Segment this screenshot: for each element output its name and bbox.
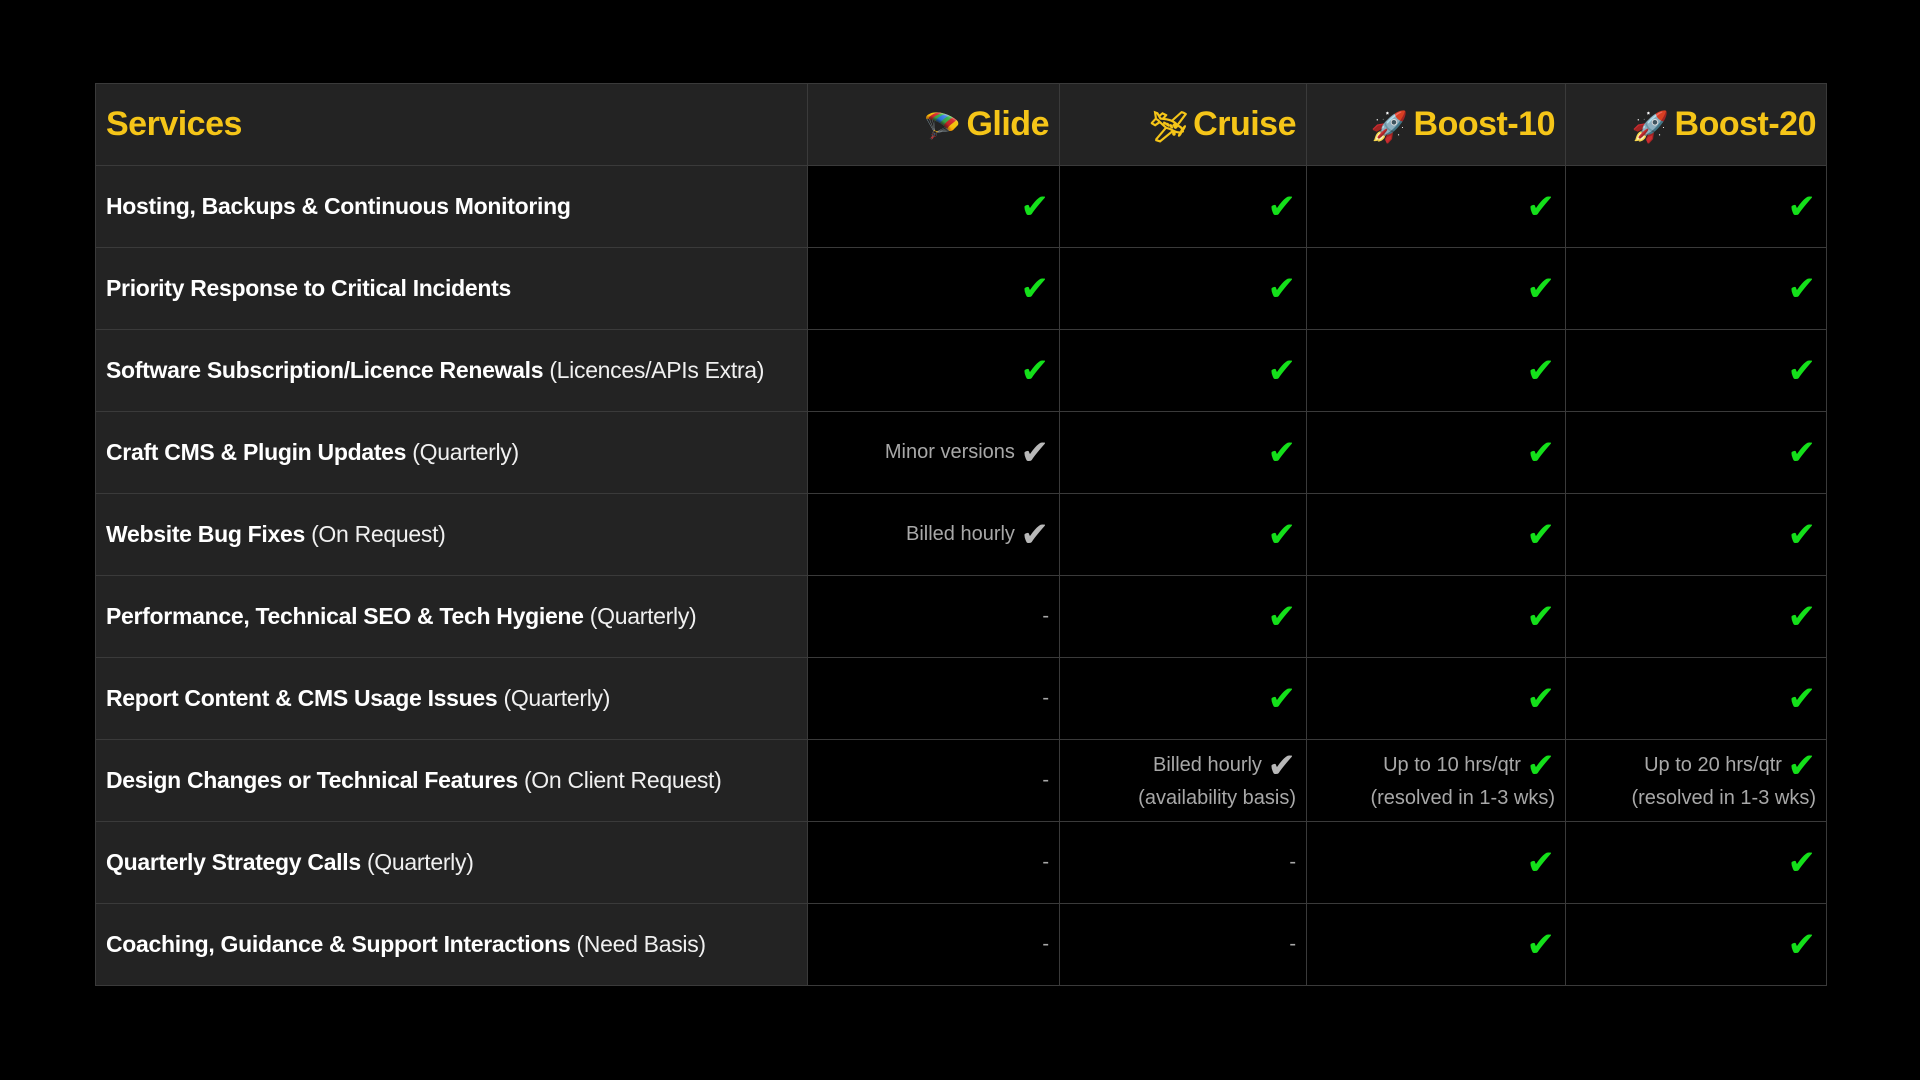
plan-cell-note: Up to 20 hrs/qtr <box>1644 753 1782 776</box>
service-frequency-note: (Quarterly) <box>503 685 611 711</box>
check-green-icon: ✔ <box>1787 597 1816 636</box>
not-included-dash: - <box>1042 769 1049 791</box>
plan-cell-subnote: (resolved in 1-3 wks) <box>1370 786 1555 809</box>
service-label-cell <box>96 494 808 576</box>
plan-cell-boost-20 <box>1566 576 1827 658</box>
rocket-icon: 🚀 <box>1370 110 1408 144</box>
plan-cell-cruise <box>1060 658 1307 740</box>
plan-cell-content <box>1267 433 1297 472</box>
service-name: Software Subscription/Licence Renewals <box>106 357 544 383</box>
plan-cell-note: Billed hourly <box>1152 753 1262 776</box>
plan-cell-glide <box>808 494 1060 576</box>
plan-cell-content <box>1787 433 1817 472</box>
plan-cell-boost-10 <box>1307 166 1566 248</box>
check-green-icon: ✔ <box>1787 843 1816 882</box>
plan-cell-content <box>1787 351 1817 390</box>
plan-cell-boost-20 <box>1566 166 1827 248</box>
plan-cell-content <box>1787 187 1817 226</box>
check-green-icon: ✔ <box>1787 679 1816 718</box>
plan-cell-content <box>1267 679 1297 718</box>
plan-cell-content <box>1526 351 1556 390</box>
table-row <box>96 248 1827 330</box>
plan-cell-content <box>1267 269 1297 308</box>
table-row <box>96 658 1827 740</box>
check-green-icon: ✔ <box>1526 746 1555 785</box>
check-green-icon: ✔ <box>1267 351 1296 390</box>
service-name: Quarterly Strategy Calls <box>106 849 361 875</box>
plan-cell-cruise <box>1060 248 1307 330</box>
table-row <box>96 904 1827 986</box>
check-green-icon: ✔ <box>1020 351 1049 390</box>
plan-cell-glide <box>808 412 1060 494</box>
plan-cell-glide <box>808 576 1060 658</box>
check-green-icon: ✔ <box>1020 269 1049 308</box>
check-green-icon: ✔ <box>1787 925 1816 964</box>
plan-cell-glide <box>808 904 1060 986</box>
service-frequency-note: (On Client Request) <box>523 767 722 793</box>
plan-cell-content <box>1787 269 1817 308</box>
plan-cell-cruise <box>1060 166 1307 248</box>
service-label-cell <box>96 248 808 330</box>
plan-cell-boost-10 <box>1307 248 1566 330</box>
plan-cell-boost-20 <box>1566 330 1827 412</box>
table-body <box>96 166 1827 986</box>
check-gray-icon: ✔ <box>1020 433 1049 472</box>
plan-cell-boost-10 <box>1307 494 1566 576</box>
not-included-dash: - <box>1042 851 1049 873</box>
check-green-icon: ✔ <box>1787 433 1816 472</box>
plan-cell-content <box>1267 187 1297 226</box>
not-included-dash: - <box>1042 687 1049 709</box>
check-green-icon: ✔ <box>1020 187 1049 226</box>
check-green-icon: ✔ <box>1526 433 1555 472</box>
check-green-icon: ✔ <box>1267 515 1296 554</box>
plan-name: Boost-20 <box>1674 104 1816 143</box>
plan-cell-boost-20 <box>1566 658 1827 740</box>
check-green-icon: ✔ <box>1787 746 1816 785</box>
service-label-cell <box>96 412 808 494</box>
service-name: Report Content & CMS Usage Issues <box>106 685 498 711</box>
pricing-table-frame <box>95 83 1826 986</box>
check-green-icon: ✔ <box>1526 925 1555 964</box>
service-frequency-note: (Quarterly) <box>589 603 697 629</box>
service-plans-table <box>95 83 1827 986</box>
plan-cell-glide <box>808 658 1060 740</box>
table-row <box>96 412 1827 494</box>
plan-cell-glide <box>808 740 1060 822</box>
check-green-icon: ✔ <box>1526 269 1555 308</box>
plan-cell-boost-10 <box>1307 904 1566 986</box>
services-column-header: Services <box>96 84 808 166</box>
plan-cell-content <box>1267 597 1297 636</box>
plan-cell-cruise <box>1060 904 1307 986</box>
service-label-cell <box>96 576 808 658</box>
service-frequency-note: (Quarterly) <box>412 439 519 465</box>
service-frequency-note: (Licences/APIs Extra) <box>549 357 765 383</box>
service-label-cell <box>96 740 808 822</box>
plan-cell-cruise <box>1060 412 1307 494</box>
table-row <box>96 740 1827 822</box>
plan-cell-subnote: (resolved in 1-3 wks) <box>1631 786 1816 809</box>
check-green-icon: ✔ <box>1267 187 1296 226</box>
plan-cell-content <box>1787 597 1817 636</box>
service-name: Coaching, Guidance & Support Interactions <box>106 931 571 957</box>
check-green-icon: ✔ <box>1526 187 1555 226</box>
plan-cell-boost-20 <box>1566 412 1827 494</box>
service-name: Website Bug Fixes <box>106 521 305 547</box>
service-label-cell <box>96 822 808 904</box>
not-included-dash: - <box>1289 851 1296 873</box>
check-green-icon: ✔ <box>1787 187 1816 226</box>
not-included-dash: - <box>1289 933 1296 955</box>
plan-cell-content <box>905 515 1049 554</box>
plan-cell-note: Minor versions <box>884 440 1015 463</box>
plan-cell-boost-10 <box>1307 822 1566 904</box>
plan-cell-boost-20 <box>1566 822 1827 904</box>
service-name: Craft CMS & Plugin Updates <box>106 439 407 465</box>
plan-cell-boost-10 <box>1307 740 1566 822</box>
plan-header-cruise <box>1060 84 1307 166</box>
plan-cell-content <box>1020 351 1050 390</box>
plan-cell-note: Up to 10 hrs/qtr <box>1383 753 1521 776</box>
check-green-icon: ✔ <box>1267 269 1296 308</box>
plan-cell-glide <box>808 822 1060 904</box>
plan-cell-content <box>1317 746 1555 813</box>
service-frequency-note: (Quarterly) <box>366 849 474 875</box>
plan-cell-content <box>1787 925 1817 964</box>
service-name: Hosting, Backups & Continuous Monitoring <box>106 193 571 219</box>
plan-cell-content <box>1526 843 1556 882</box>
check-green-icon: ✔ <box>1526 679 1555 718</box>
plan-cell-content <box>1787 679 1817 718</box>
plan-cell-content <box>1576 746 1816 813</box>
plan-name: Boost-10 <box>1413 104 1555 143</box>
plan-cell-cruise <box>1060 330 1307 412</box>
table-header-row <box>96 84 1827 166</box>
plan-cell-content <box>1020 269 1050 308</box>
plan-cell-cruise <box>1060 576 1307 658</box>
check-green-icon: ✔ <box>1526 515 1555 554</box>
service-name: Performance, Technical SEO & Tech Hygiene <box>106 603 584 629</box>
plan-cell-boost-20 <box>1566 494 1827 576</box>
plan-cell-content <box>1267 351 1297 390</box>
not-included-dash: - <box>1042 605 1049 627</box>
plan-header-boost-10 <box>1307 84 1566 166</box>
service-name: Priority Response to Critical Incidents <box>106 275 511 301</box>
plan-cell-content <box>1526 679 1556 718</box>
service-label-cell <box>96 904 808 986</box>
table-row <box>96 494 1827 576</box>
plan-cell-content <box>1526 597 1556 636</box>
service-frequency-note: (On Request) <box>311 521 446 547</box>
plan-cell-content <box>1787 515 1817 554</box>
table-row <box>96 822 1827 904</box>
service-label-cell <box>96 166 808 248</box>
plan-cell-glide <box>808 248 1060 330</box>
check-green-icon: ✔ <box>1267 433 1296 472</box>
check-gray-icon: ✔ <box>1267 746 1296 785</box>
plan-cell-boost-20 <box>1566 248 1827 330</box>
plan-cell-glide <box>808 166 1060 248</box>
not-included-dash: - <box>1042 933 1049 955</box>
plan-cell-boost-10 <box>1307 658 1566 740</box>
airplane-icon: 🛩 <box>1149 110 1188 144</box>
rocket-icon: 🚀 <box>1631 110 1669 144</box>
plan-cell-boost-20 <box>1566 904 1827 986</box>
plan-cell-subnote: (availability basis) <box>1138 786 1296 809</box>
plan-cell-content <box>1070 746 1296 813</box>
check-green-icon: ✔ <box>1267 679 1296 718</box>
plan-cell-boost-10 <box>1307 330 1566 412</box>
table-row <box>96 166 1827 248</box>
service-frequency-note: (Need Basis) <box>576 931 706 957</box>
plan-cell-boost-10 <box>1307 576 1566 658</box>
plan-header-glide <box>808 84 1060 166</box>
check-green-icon: ✔ <box>1267 597 1296 636</box>
plan-name: Glide <box>966 104 1049 143</box>
plan-cell-cruise <box>1060 494 1307 576</box>
table-row <box>96 576 1827 658</box>
plan-header-boost-20 <box>1566 84 1827 166</box>
plan-cell-cruise <box>1060 740 1307 822</box>
check-green-icon: ✔ <box>1526 843 1555 882</box>
plan-cell-boost-20 <box>1566 740 1827 822</box>
plan-cell-cruise <box>1060 822 1307 904</box>
plan-cell-content <box>1526 515 1556 554</box>
plan-cell-content <box>1526 269 1556 308</box>
check-gray-icon: ✔ <box>1020 515 1049 554</box>
plan-cell-glide <box>808 330 1060 412</box>
check-green-icon: ✔ <box>1526 597 1555 636</box>
service-label-cell <box>96 658 808 740</box>
plan-name: Cruise <box>1193 104 1296 143</box>
plan-cell-note: Billed hourly <box>905 522 1015 545</box>
plan-cell-content <box>1526 187 1556 226</box>
check-green-icon: ✔ <box>1526 351 1555 390</box>
plan-cell-content <box>1526 925 1556 964</box>
check-green-icon: ✔ <box>1787 515 1816 554</box>
service-label-cell <box>96 330 808 412</box>
plan-cell-boost-10 <box>1307 412 1566 494</box>
parachute-icon: 🪂 <box>923 110 961 144</box>
check-green-icon: ✔ <box>1787 269 1816 308</box>
plan-cell-content <box>884 433 1049 472</box>
table-row <box>96 330 1827 412</box>
plan-cell-content <box>1787 843 1817 882</box>
plan-cell-content <box>1526 433 1556 472</box>
plan-cell-content <box>1020 187 1050 226</box>
plan-cell-content <box>1267 515 1297 554</box>
check-green-icon: ✔ <box>1787 351 1816 390</box>
service-name: Design Changes or Technical Features <box>106 767 518 793</box>
